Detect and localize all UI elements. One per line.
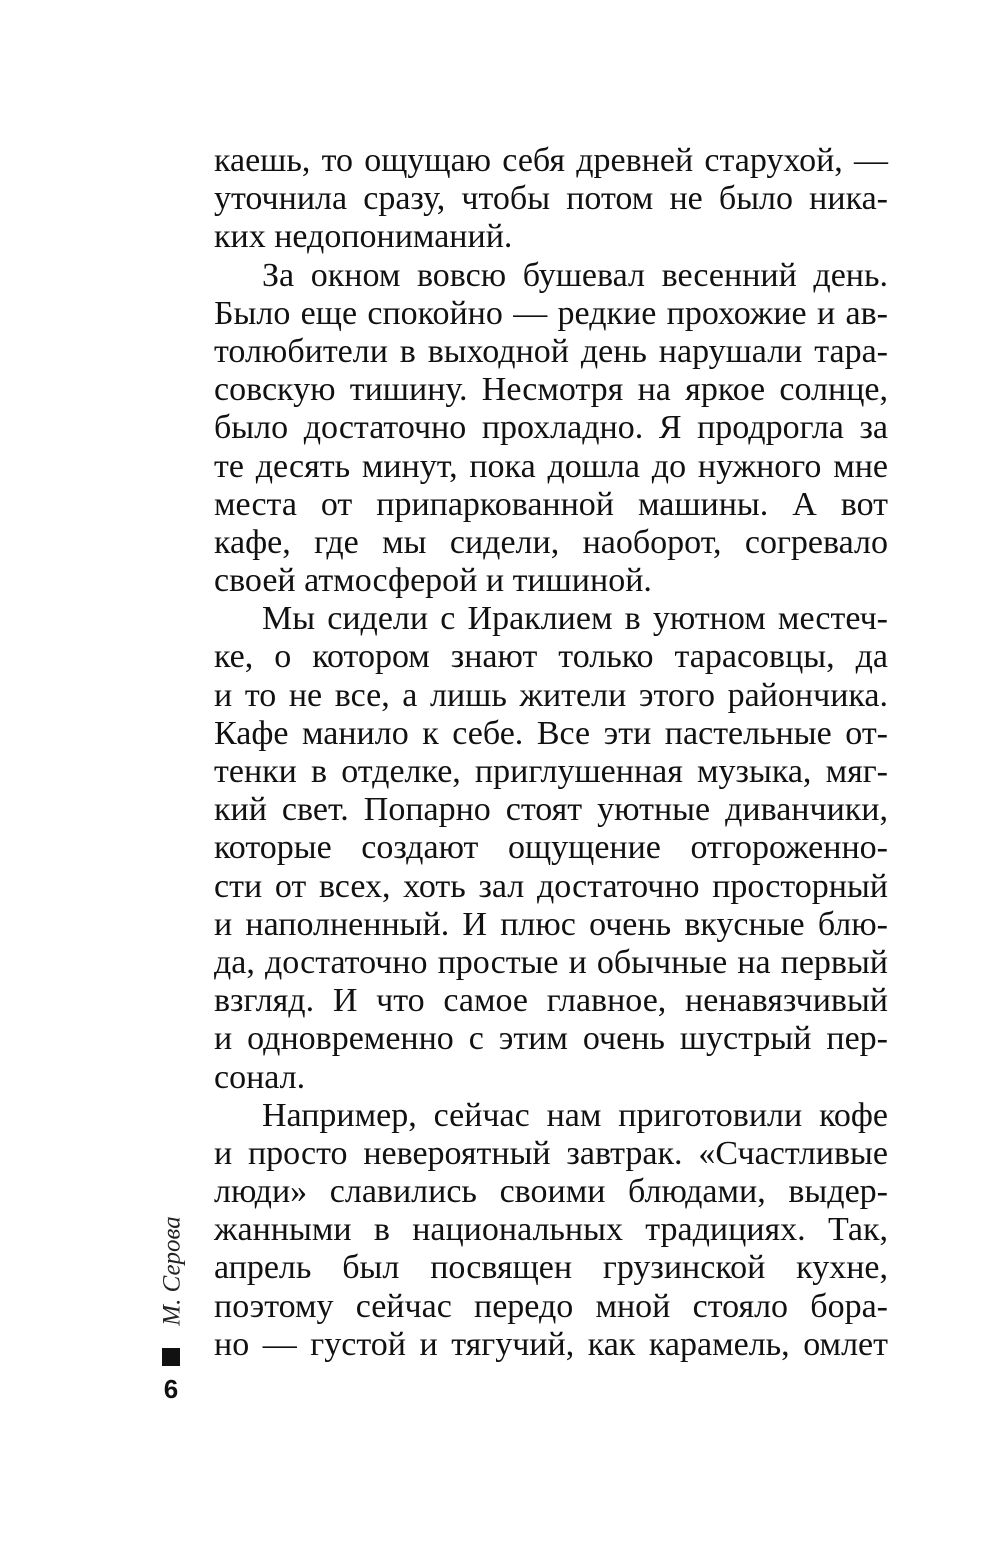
text-line: Кафе манило к себе. Все эти пастельные от- xyxy=(214,714,888,752)
text-line: поэтому сейчас передо мной стояло бора- xyxy=(214,1287,888,1325)
text-line: и наполненный. И плюс очень вкусные блю- xyxy=(214,905,888,943)
text-line: ке, о котором знают только тарасовцы, да xyxy=(214,638,888,676)
text-line: да, достаточно простые и обычные на первый xyxy=(214,943,888,981)
text-line: толюбители в выходной день нарушали тара- xyxy=(214,332,888,370)
text-line: своей атмосферой и тишиной. xyxy=(214,562,652,600)
text-line: и то не все, а лишь жители этого райончика. xyxy=(214,676,888,714)
page-body-text xyxy=(214,142,888,1364)
running-head-text: М. Серова xyxy=(159,1216,187,1326)
text-line: кафе, где мы сидели, наоборот, согревало xyxy=(214,523,888,561)
text-line: было достаточно прохладно. Я продрогла за xyxy=(214,409,888,447)
text-line: Например, сейчас нам приготовили кофе xyxy=(262,1096,888,1134)
text-line: люди» славились своими блюдами, выдер- xyxy=(214,1173,888,1211)
page-number: 6 xyxy=(163,1374,179,1404)
text-line: сти от всех, хоть зал достаточно просторный xyxy=(214,867,888,905)
text-line: и одновременно с этим очень шустрый пер- xyxy=(214,1020,888,1058)
text-line: сонал. xyxy=(214,1058,306,1096)
text-line: но — густой и тягучий, как карамель, омлет xyxy=(214,1325,888,1363)
text-line: Было еще спокойно — редкие прохожие и ав- xyxy=(214,294,888,332)
text-line: За окном вовсю бушевал весенний день. xyxy=(262,256,888,294)
text-line: которые создают ощущение отгороженно- xyxy=(214,829,888,867)
square-marker-icon xyxy=(162,1348,180,1366)
text-line: ких недопониманий. xyxy=(214,218,513,256)
text-line: Мы сидели с Ираклием в уютном местеч- xyxy=(262,600,888,638)
text-line: взгляд. И что самое главное, ненавязчивый xyxy=(214,982,888,1020)
text-line: места от припаркованной машины. А вот xyxy=(214,485,888,523)
text-line: жанными в национальных традициях. Так, xyxy=(214,1211,888,1249)
text-line: совскую тишину. Несмотря на яркое солнце, xyxy=(214,371,888,409)
text-line: уточнила сразу, чтобы потом не было ника- xyxy=(214,180,888,218)
text-line: каешь, то ощущаю себя древней старухой, — xyxy=(214,142,888,179)
running-head-author xyxy=(156,1206,190,1336)
text-line: кий свет. Попарно стоят уютные диванчики, xyxy=(214,791,888,829)
text-line: и просто невероятный завтрак. «Счастливые xyxy=(214,1134,888,1172)
text-line: тенки в отделке, приглушенная музыка, мяг- xyxy=(214,753,888,790)
text-line: те десять минут, пока дошла до нужного мне xyxy=(214,447,888,485)
text-line: апрель был посвящен грузинской кухне, xyxy=(214,1249,888,1287)
page-footer-margin xyxy=(156,1206,190,1402)
